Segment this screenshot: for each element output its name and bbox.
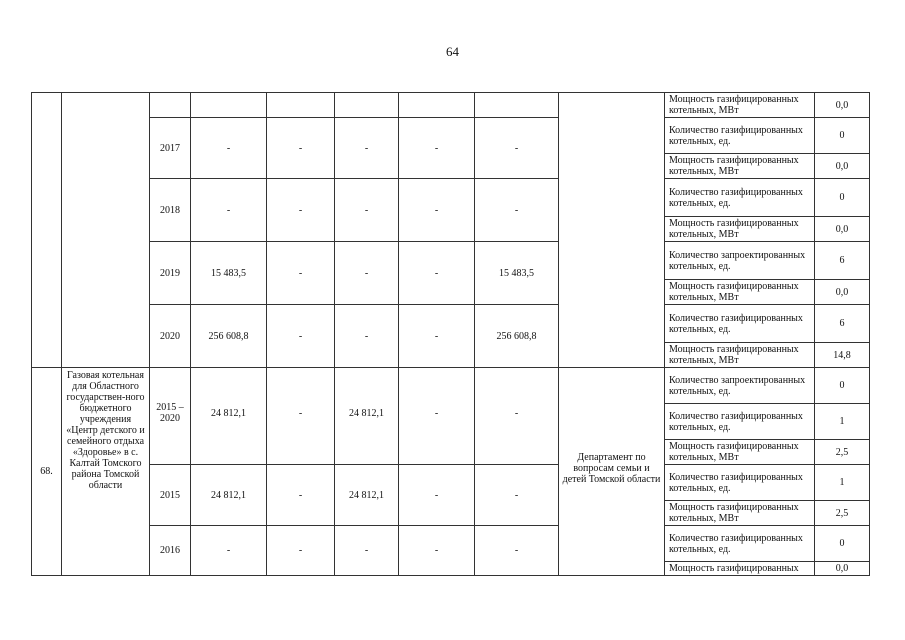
- indicator-name: Количество газифицированных котельных, ед.: [665, 465, 815, 501]
- table-row: 2018 - - - - - Количество газифицированных котельных, ед. 0: [32, 179, 870, 217]
- indicator-value: 14,8: [815, 343, 870, 368]
- page-number: 64: [446, 44, 459, 59]
- indicator-name: Количество газифицированных котельных, ед.: [665, 526, 815, 562]
- indicator-value: 0: [815, 526, 870, 562]
- indicator-value: 0,0: [815, 93, 870, 118]
- year-cell: 2015 – 2020: [150, 368, 191, 465]
- indicator-value: 0: [815, 179, 870, 217]
- indicator-value: 0: [815, 368, 870, 404]
- table-row: 2020 256 608,8 - - - 256 608,8 Количество газифицированных котельных, ед. 6: [32, 305, 870, 343]
- indicator-name: Количество газифицированных котельных, ед.: [665, 179, 815, 217]
- indicator-name: Мощность газифицированных: [665, 562, 815, 576]
- item-number: 68.: [32, 368, 62, 576]
- indicator-value: 1: [815, 404, 870, 440]
- indicator-value: 1: [815, 465, 870, 501]
- indicator-name: Количество запроектированных котельных, ед.: [665, 242, 815, 280]
- dept-cell: [559, 93, 665, 368]
- year-cell: 2018: [150, 179, 191, 242]
- program-table: [31, 92, 870, 576]
- indicator-name: Мощность газифицированных котельных, МВт: [665, 343, 815, 368]
- indicator-value: 2,5: [815, 501, 870, 526]
- table-row: 68. Газовая котельная для Областного государствен-ного бюджетного учреждения «Центр детского и семейного отдыха «Здоровье» в с. Калтай Томского района Томской области 2015 – 2020 24 812,1 - 24 812,1 - - Департамент по вопросам семьи и детей Томской области Количество запроектированных котельных, ед. 0: [32, 368, 870, 404]
- year-cell: 2020: [150, 305, 191, 368]
- year-cell: 2015: [150, 465, 191, 526]
- table-row: 2015 24 812,1 - 24 812,1 - - Количество газифицированных котельных, ед. 1: [32, 465, 870, 501]
- indicator-name: Мощность газифицированных котельных, МВт: [665, 501, 815, 526]
- name-cell: [62, 93, 150, 368]
- indicator-name: Количество газифицированных котельных, ед.: [665, 305, 815, 343]
- year-cell: [150, 93, 191, 118]
- table-row: [32, 93, 870, 118]
- indicator-value: 0,0: [815, 154, 870, 179]
- indicator-value: 6: [815, 305, 870, 343]
- year-cell: 2019: [150, 242, 191, 305]
- indicator-name: Мощность газифицированных котельных, МВт: [665, 154, 815, 179]
- indicator-value: 0,0: [815, 280, 870, 305]
- indicator-name: Количество газифицированных котельных, ед.: [665, 118, 815, 154]
- year-cell: 2017: [150, 118, 191, 179]
- indicator-name: Количество газифицированных котельных, ед.: [665, 404, 815, 440]
- indicator-name: Мощность газифицированных котельных, МВт: [665, 280, 815, 305]
- indicator-name: Мощность газифицированных котельных, МВт: [665, 93, 815, 118]
- table-row: 2019 15 483,5 - - - 15 483,5 Количество запроектированных котельных, ед. 6: [32, 242, 870, 280]
- year-cell: 2016: [150, 526, 191, 576]
- indicator-name: Мощность газифицированных котельных, МВт: [665, 440, 815, 465]
- num-cell: [32, 93, 62, 368]
- indicator-name: Мощность газифицированных котельных, МВт: [665, 217, 815, 242]
- indicator-value: 6: [815, 242, 870, 280]
- indicator-value: 0,0: [815, 217, 870, 242]
- department-cell: Департамент по вопросам семьи и детей Томской области: [559, 368, 665, 576]
- indicator-value: 2,5: [815, 440, 870, 465]
- table-row: 2017 - - - - - Количество газифицированных котельных, ед. 0: [32, 118, 870, 154]
- indicator-value: 0: [815, 118, 870, 154]
- table-row: 2016 - - - - - Количество газифицированных котельных, ед. 0: [32, 526, 870, 562]
- indicator-name: Количество запроектированных котельных, ед.: [665, 368, 815, 404]
- indicator-value: 0,0: [815, 562, 870, 576]
- item-name: Газовая котельная для Областного государствен-ного бюджетного учреждения «Центр детского и семейного отдыха «Здоровье» в с. Калтай Томского района Томской области: [62, 368, 150, 576]
